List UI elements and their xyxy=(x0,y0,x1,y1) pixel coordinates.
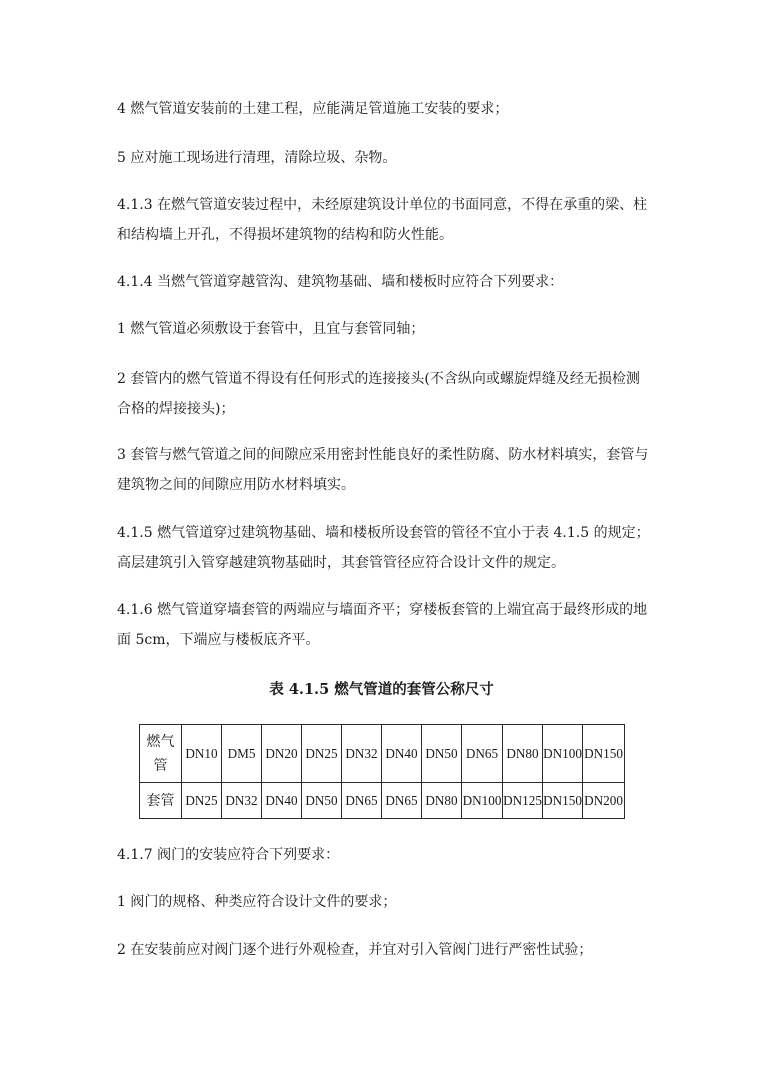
table-cell: DM5 xyxy=(222,725,262,783)
paragraph-item-1: 1 燃气管道必须敷设于套管中，且宜与套管同轴； xyxy=(117,321,425,337)
table-cell: DN20 xyxy=(262,725,302,783)
table-cell: DN150 xyxy=(543,783,583,819)
table-cell: DN150 xyxy=(583,725,625,783)
table-cell: DN10 xyxy=(182,725,222,783)
table-cell: DN125 xyxy=(503,783,543,819)
row-header-sleeve: 套管 xyxy=(140,783,182,819)
paragraph-item-5: 5 应对施工现场进行清理，清除垃圾、杂物。 xyxy=(117,150,397,166)
paragraph-item-1b: 1 阀门的规格、种类应符合设计文件的要求； xyxy=(117,894,397,910)
table-cell: DN40 xyxy=(262,783,302,819)
row-header-gas-pipe: 燃气管 xyxy=(140,725,182,783)
table-row-gas-pipe xyxy=(140,725,625,783)
clause-4-1-5: 4.1.5 燃气管道穿过建筑物基础、墙和楼板所设套管的管径不宜小于表 4.1.5 的规定； 高层建筑引入管穿越建筑物基础时，其套管管径应符合设计文件的规定。 xyxy=(117,525,650,571)
clause-4-1-3: 4.1.3 在燃气管道安装过程中，未经原建筑设计单位的书面同意，不得在承重的梁、柱 和结构墙上开孔，不得损坏建筑物的结构和防火性能。 xyxy=(117,197,648,243)
table-cell: DN25 xyxy=(302,725,342,783)
table-cell: DN32 xyxy=(342,725,382,783)
clause-4-1-7: 4.1.7 阀门的安装应符合下列要求： xyxy=(117,847,340,863)
table-row-sleeve xyxy=(140,783,625,819)
paragraph-item-2b: 2 在安装前应对阀门逐个进行外观检查，并宜对引入管阀门进行严密性试验； xyxy=(117,942,593,958)
table-cell: DN65 xyxy=(462,725,503,783)
table-cell: DN65 xyxy=(342,783,382,819)
table-cell: DN50 xyxy=(302,783,342,819)
table-cell: DN25 xyxy=(182,783,222,819)
table-cell: DN50 xyxy=(422,725,462,783)
table-cell: DN100 xyxy=(462,783,503,819)
paragraph-item-3: 3 套管与燃气管道之间的间隙应采用密封性能良好的柔性防腐、防水材料填实，套管与 建筑物之间的间隙应用防水材料填实。 xyxy=(117,447,649,493)
clause-4-1-4: 4.1.4 当燃气管道穿越管沟、建筑物基础、墙和楼板时应符合下列要求： xyxy=(117,274,564,290)
sleeve-size-table xyxy=(139,724,625,819)
table-cell: DN80 xyxy=(422,783,462,819)
table-cell: DN32 xyxy=(222,783,262,819)
clause-4-1-6: 4.1.6 燃气管道穿墙套管的两端应与墙面齐平；穿楼板套管的上端宜高于最终形成的地 面 5cm，下端应与楼板底齐平。 xyxy=(117,602,648,648)
table-caption: 表 4.1.5 燃气管道的套管公称尺寸 xyxy=(269,681,494,698)
paragraph-item-4: 4 燃气管道安装前的土建工程，应能满足管道施工安装的要求； xyxy=(117,101,509,117)
paragraph-item-2: 2 套管内的燃气管道不得设有任何形式的连接接头(不含纵向或螺旋焊缝及经无损检测 合格的焊接接头)； xyxy=(117,371,640,417)
table-cell: DN100 xyxy=(543,725,583,783)
table-cell: DN80 xyxy=(503,725,543,783)
table-cell: DN200 xyxy=(583,783,625,819)
table-cell: DN65 xyxy=(382,783,422,819)
table-cell: DN40 xyxy=(382,725,422,783)
